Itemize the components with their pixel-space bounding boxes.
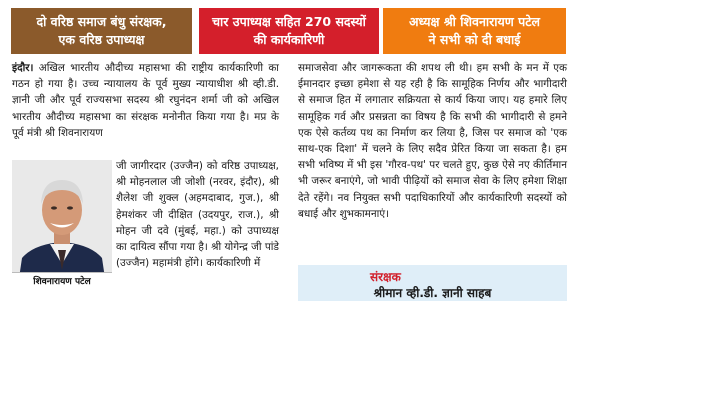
- article-column-1-top: [12, 60, 279, 141]
- headline-text: अध्यक्ष श्री शिवनारायण पटेल ने सभी को दी बधाई: [409, 14, 540, 47]
- headline-text: चार उपाध्यक्ष सहित 270 सदस्यों की कार्यकारिणी: [212, 14, 366, 47]
- patron-box: [298, 265, 567, 301]
- headline-banner-executive: [199, 8, 379, 54]
- headline-banner-president: [383, 8, 566, 54]
- headline-text: दो वरिष्ठ समाज बंधु संरक्षक, एक वरिष्ठ उपाध्यक्ष: [36, 14, 167, 47]
- article-text: समाजसेवा और जागरूकता की शपथ ली थी। हम सभी के मन में एक ईमानदार इच्छा हमेशा से यह रही है कि सामूहिक निर्णय और भागीदारी से समाज हित में लगातार सक्रियता से कार्य किया जाए। यह हमारे लिए सामूहिक गर्व और प्रसन्नता का विषय है कि सभी की भागीदारी से हमने एक ऐसे कर्तव्य पथ का निर्माण कर लिया है, जिस पर समाज को 'एक साथ-एक दिशा' में चलने के लिए सदैव प्रेरित किया जा सकता है। हम सभी भविष्य में भी इस 'गौरव-पथ' पर चलते हुए, कुछ ऐसे नए कीर्तिमान भी जरूर बनाएंगे, जो भावी पीढ़ियों को समाज सेवा के लिए हमेशा शिक्षा देते रहेंगे। नव नियुक्त सभी पदाधिकारियों और कार्यकारिणी सदस्यों को बधाई और शुभकामनाएं।: [298, 62, 567, 220]
- portrait-image: [12, 160, 112, 285]
- dateline-city: इंदौर।: [12, 62, 34, 74]
- portrait-photo: [12, 160, 112, 285]
- photo-caption: शिवनारायण पटेल: [12, 272, 112, 291]
- patron-label: संरक्षक: [370, 270, 401, 284]
- headline-banner-patrons: [11, 8, 192, 54]
- article-column-1-right: [116, 158, 279, 271]
- article-text: अखिल भारतीय औदीच्य महासभा की राष्ट्रीय कार्यकारिणी का गठन हो गया है। उच्च न्यायालय के पूर्व मुख्य न्यायाधीश श्री व्ही.डी. ज्ञानी जी और पूर्व राज्यसभा सदस्य श्री रघुनंदन शर्मा जी को अखिल भारतीय औदीच्य महासभा का संरक्षक मनोनीत किया गया है। मप्र के पूर्व मंत्री श्री शिवनारायण: [12, 62, 279, 139]
- article-column-2: [298, 60, 567, 222]
- article-text: जी जागीरदार (उज्जैन) को वरिष्ठ उपाध्यक्ष, श्री मोहनलाल जी जोशी (नरवर, इंदौर), श्री शैलेश जी शुक्ल (अहमदाबाद, गुज.), श्री हेमशंकर जी दीक्षित (उदयपुर, राज.), श्री मोहन जी दवे (मुंबई, महा.) को उपाध्यक्ष का दायित्व सौंपा गया है। श्री योगेन्द्र जी पांडे (उज्जैन) महामंत्री होंगे। कार्यकारिणी में: [116, 160, 279, 270]
- patron-name: श्रीमान व्ही.डी. ज्ञानी साहब: [373, 286, 492, 300]
